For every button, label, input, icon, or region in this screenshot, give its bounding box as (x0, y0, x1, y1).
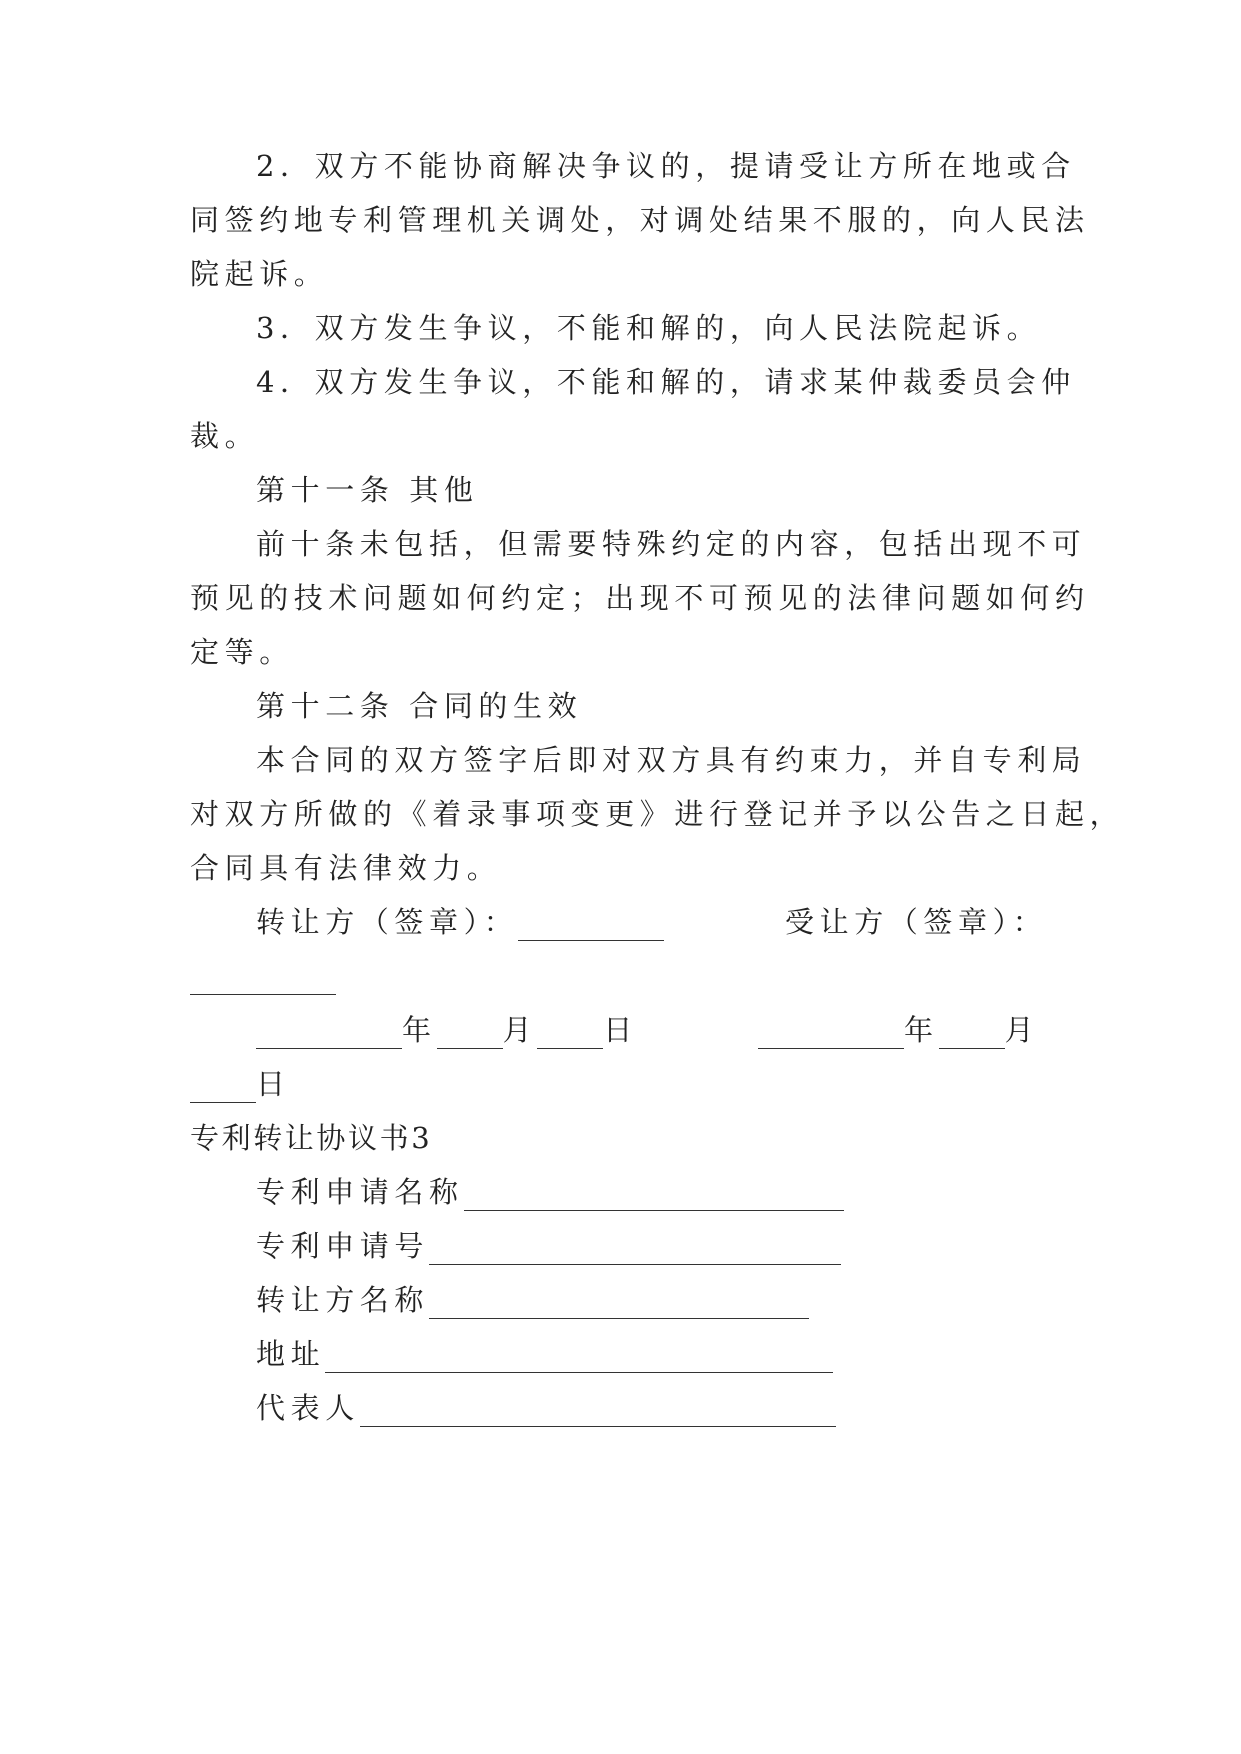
transferee-signature-label: 受让方（签章）： (785, 905, 1048, 939)
transferor-signature-label: 转让方（签章）： (256, 905, 519, 939)
section-title: 专利转让协议书3 (190, 1121, 433, 1155)
field-label: 专利申请名称 (256, 1175, 464, 1209)
day-label: 日 (603, 1013, 638, 1047)
field-blank[interactable] (429, 1224, 841, 1265)
paragraph-line: 定等。 (190, 635, 294, 669)
field-blank[interactable] (429, 1278, 809, 1319)
field-blank[interactable] (464, 1170, 844, 1211)
field-row (190, 1163, 1116, 1221)
transferee-year-blank[interactable] (758, 1008, 904, 1049)
paragraph-line: 4．双方发生争议，不能和解的，请求某仲裁委员会仲 (256, 365, 1076, 399)
year-label: 年 (402, 1013, 437, 1047)
paragraph-line: 3．双方发生争议，不能和解的，向人民法院起诉。 (256, 311, 1042, 345)
paragraph-line: 裁。 (190, 419, 260, 453)
field-row (190, 1325, 1116, 1383)
paragraph-line: 院起诉。 (190, 257, 329, 291)
field-blank[interactable] (360, 1386, 836, 1427)
transferee-date-continuation (190, 1055, 1050, 1113)
field-row (190, 1379, 1116, 1437)
signature-continuation (190, 947, 1050, 1005)
field-row (190, 1271, 1116, 1329)
article-heading: 第十二条 合同的生效 (256, 689, 583, 723)
field-label: 专利申请号 (256, 1229, 430, 1263)
transferee-month-blank[interactable] (939, 1008, 1005, 1049)
transferee-date-row (758, 1001, 1058, 1059)
transferor-signature-blank[interactable] (518, 900, 664, 941)
transferee-signature-blank[interactable] (190, 954, 336, 995)
transferee-day-blank[interactable] (190, 1062, 256, 1103)
paragraph-line: 前十条未包括，但需要特殊约定的内容，包括出现不可 (256, 527, 1087, 561)
paragraph-line: 合同具有法律效力。 (190, 851, 502, 885)
field-label: 转让方名称 (256, 1283, 430, 1317)
year-label: 年 (904, 1013, 939, 1047)
field-label: 地址 (256, 1337, 326, 1371)
paragraph-line: 预见的技术问题如何约定；出现不可预见的法律问题如何约 (190, 581, 1090, 615)
transferor-day-blank[interactable] (537, 1008, 603, 1049)
month-label: 月 (1004, 1013, 1040, 1047)
paragraph-line: 对双方所做的《着录事项变更》进行登记并予以公告之日起， (190, 797, 1125, 831)
transferor-month-blank[interactable] (437, 1008, 503, 1049)
field-blank[interactable] (325, 1332, 833, 1373)
paragraph-line: 本合同的双方签字后即对双方具有约束力，并自专利局 (256, 743, 1087, 777)
transferor-year-blank[interactable] (256, 1008, 402, 1049)
month-label: 月 (502, 1013, 538, 1047)
article-heading: 第十一条 其他 (256, 473, 479, 507)
paragraph-line: 2．双方不能协商解决争议的，提请受让方所在地或合 (256, 149, 1076, 183)
field-row (190, 1217, 1116, 1275)
field-label: 代表人 (256, 1391, 360, 1425)
paragraph-line: 同签约地专利管理机关调处，对调处结果不服的，向人民法 (190, 203, 1090, 237)
day-label: 日 (256, 1067, 291, 1101)
